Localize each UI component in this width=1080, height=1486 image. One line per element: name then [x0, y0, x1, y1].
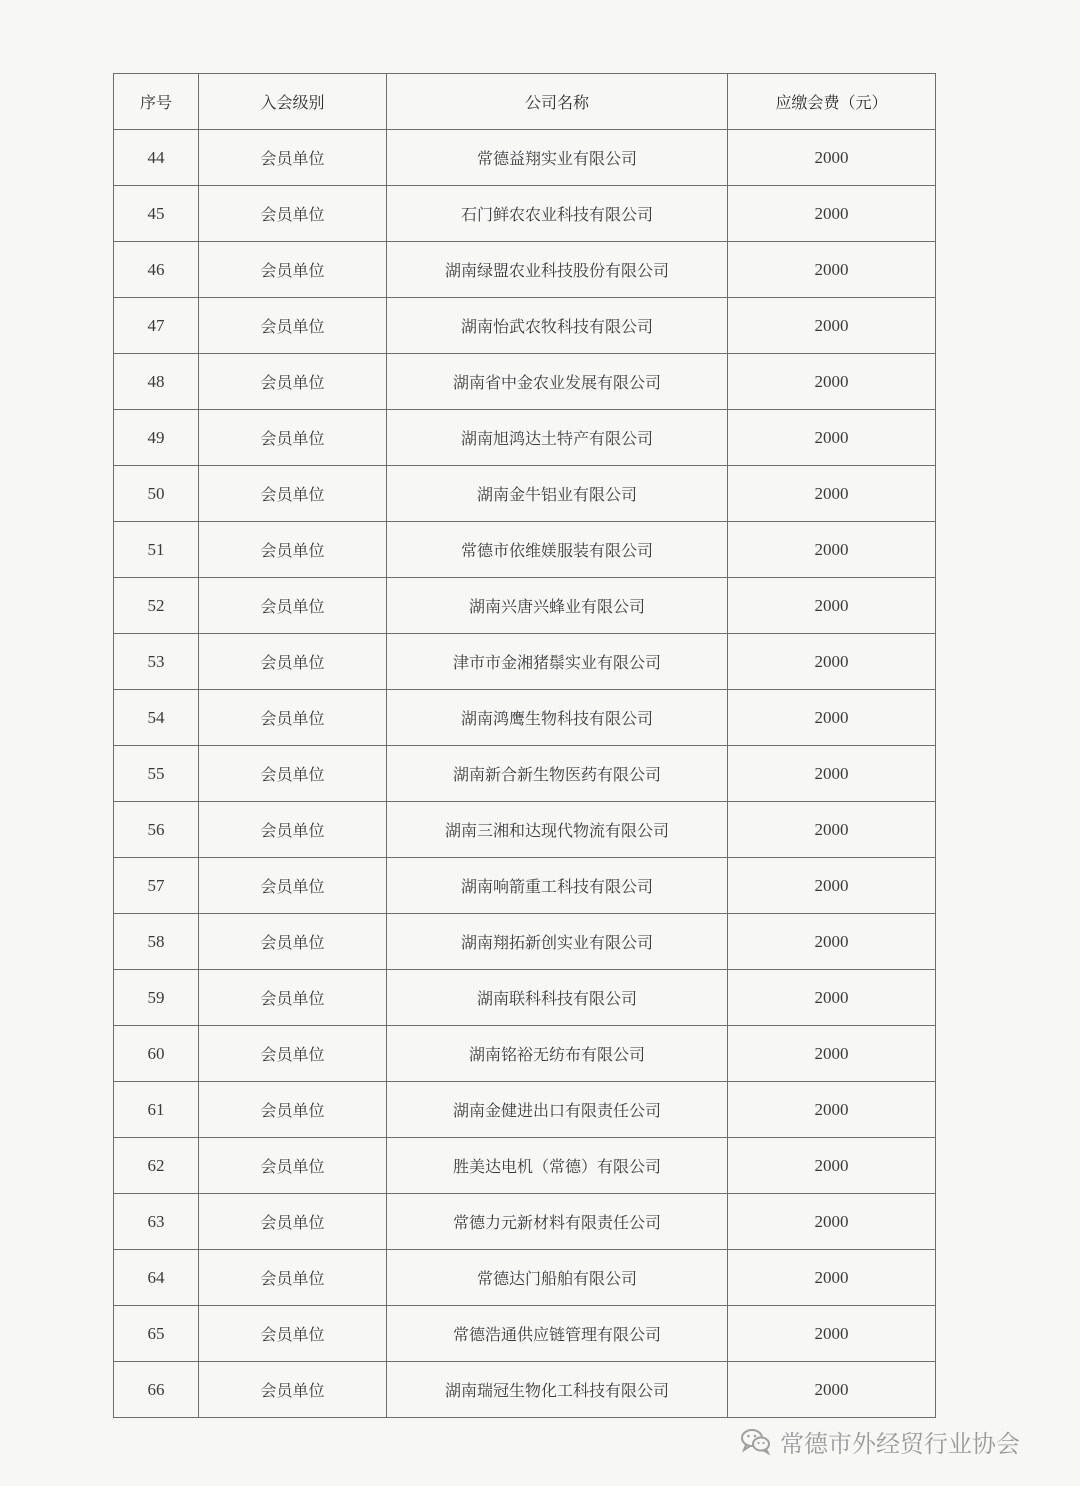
cell-fee: 2000	[728, 634, 936, 690]
cell-fee: 2000	[728, 1138, 936, 1194]
table-row	[114, 354, 936, 410]
cell-seq: 45	[114, 186, 199, 242]
cell-fee: 2000	[728, 1026, 936, 1082]
cell-company: 湖南鸿鹰生物科技有限公司	[387, 690, 728, 746]
cell-seq: 62	[114, 1138, 199, 1194]
cell-fee: 2000	[728, 970, 936, 1026]
cell-company: 湖南怡武农牧科技有限公司	[387, 298, 728, 354]
table-row	[114, 1138, 936, 1194]
cell-fee: 2000	[728, 1082, 936, 1138]
member-fee-table	[113, 73, 936, 1418]
cell-company: 湖南省中金农业发展有限公司	[387, 354, 728, 410]
cell-seq: 66	[114, 1362, 199, 1418]
header-seq: 序号	[114, 74, 199, 130]
cell-level: 会员单位	[199, 1306, 387, 1362]
cell-level: 会员单位	[199, 858, 387, 914]
cell-fee: 2000	[728, 746, 936, 802]
cell-company: 津市市金湘猪鬃实业有限公司	[387, 634, 728, 690]
cell-fee: 2000	[728, 186, 936, 242]
cell-level: 会员单位	[199, 1138, 387, 1194]
cell-fee: 2000	[728, 690, 936, 746]
cell-level: 会员单位	[199, 802, 387, 858]
cell-seq: 56	[114, 802, 199, 858]
table-row	[114, 1026, 936, 1082]
cell-level: 会员单位	[199, 1362, 387, 1418]
cell-seq: 58	[114, 914, 199, 970]
header-company: 公司名称	[387, 74, 728, 130]
table-row	[114, 186, 936, 242]
cell-fee: 2000	[728, 130, 936, 186]
cell-level: 会员单位	[199, 298, 387, 354]
cell-seq: 63	[114, 1194, 199, 1250]
table-row	[114, 410, 936, 466]
header-fee: 应缴会费（元）	[728, 74, 936, 130]
cell-company: 胜美达电机（常德）有限公司	[387, 1138, 728, 1194]
cell-fee: 2000	[728, 578, 936, 634]
cell-level: 会员单位	[199, 746, 387, 802]
table-row	[114, 578, 936, 634]
table-row	[114, 1306, 936, 1362]
cell-company: 湖南翔拓新创实业有限公司	[387, 914, 728, 970]
cell-level: 会员单位	[199, 578, 387, 634]
cell-level: 会员单位	[199, 970, 387, 1026]
cell-company: 石门鲜农农业科技有限公司	[387, 186, 728, 242]
cell-seq: 55	[114, 746, 199, 802]
cell-level: 会员单位	[199, 466, 387, 522]
cell-company: 湖南金牛铝业有限公司	[387, 466, 728, 522]
watermark-text: 常德市外经贸行业协会	[780, 1429, 1020, 1458]
cell-fee: 2000	[728, 1306, 936, 1362]
cell-company: 湖南响箭重工科技有限公司	[387, 858, 728, 914]
cell-company: 湖南旭鸿达土特产有限公司	[387, 410, 728, 466]
cell-seq: 51	[114, 522, 199, 578]
cell-level: 会员单位	[199, 1250, 387, 1306]
table-row	[114, 690, 936, 746]
table-row	[114, 802, 936, 858]
table-row	[114, 298, 936, 354]
table-row	[114, 970, 936, 1026]
account-watermark	[740, 1424, 1020, 1458]
cell-level: 会员单位	[199, 1082, 387, 1138]
table-row	[114, 914, 936, 970]
cell-fee: 2000	[728, 298, 936, 354]
cell-fee: 2000	[728, 242, 936, 298]
table-row	[114, 1362, 936, 1418]
cell-company: 湖南瑞冠生物化工科技有限公司	[387, 1362, 728, 1418]
cell-company: 湖南新合新生物医药有限公司	[387, 746, 728, 802]
table-row	[114, 1082, 936, 1138]
cell-seq: 60	[114, 1026, 199, 1082]
cell-fee: 2000	[728, 802, 936, 858]
header-level: 入会级别	[199, 74, 387, 130]
cell-fee: 2000	[728, 522, 936, 578]
cell-level: 会员单位	[199, 914, 387, 970]
cell-company: 湖南联科科技有限公司	[387, 970, 728, 1026]
cell-company: 湖南三湘和达现代物流有限公司	[387, 802, 728, 858]
table-row	[114, 466, 936, 522]
cell-level: 会员单位	[199, 130, 387, 186]
cell-fee: 2000	[728, 1250, 936, 1306]
cell-seq: 64	[114, 1250, 199, 1306]
cell-level: 会员单位	[199, 1026, 387, 1082]
table-row	[114, 1250, 936, 1306]
cell-fee: 2000	[728, 466, 936, 522]
wechat-icon	[740, 1427, 772, 1455]
cell-fee: 2000	[728, 1362, 936, 1418]
cell-seq: 46	[114, 242, 199, 298]
cell-fee: 2000	[728, 1194, 936, 1250]
cell-level: 会员单位	[199, 410, 387, 466]
cell-company: 常德浩通供应链管理有限公司	[387, 1306, 728, 1362]
cell-fee: 2000	[728, 354, 936, 410]
cell-company: 湖南铭裕无纺布有限公司	[387, 1026, 728, 1082]
table-row	[114, 1194, 936, 1250]
cell-level: 会员单位	[199, 634, 387, 690]
cell-company: 湖南兴唐兴蜂业有限公司	[387, 578, 728, 634]
table-row	[114, 634, 936, 690]
table-row	[114, 242, 936, 298]
table-body	[114, 130, 936, 1418]
cell-fee: 2000	[728, 858, 936, 914]
cell-seq: 57	[114, 858, 199, 914]
cell-company: 常德力元新材料有限责任公司	[387, 1194, 728, 1250]
cell-seq: 44	[114, 130, 199, 186]
table-row	[114, 522, 936, 578]
table-row	[114, 858, 936, 914]
cell-seq: 61	[114, 1082, 199, 1138]
table-row	[114, 130, 936, 186]
cell-seq: 65	[114, 1306, 199, 1362]
cell-company: 湖南绿盟农业科技股份有限公司	[387, 242, 728, 298]
cell-company: 湖南金健进出口有限责任公司	[387, 1082, 728, 1138]
cell-company: 常德市依维媄服装有限公司	[387, 522, 728, 578]
cell-level: 会员单位	[199, 354, 387, 410]
cell-seq: 54	[114, 690, 199, 746]
cell-seq: 52	[114, 578, 199, 634]
cell-level: 会员单位	[199, 522, 387, 578]
table-header-row	[114, 74, 936, 130]
cell-seq: 47	[114, 298, 199, 354]
cell-level: 会员单位	[199, 690, 387, 746]
cell-level: 会员单位	[199, 1194, 387, 1250]
table-row	[114, 746, 936, 802]
cell-fee: 2000	[728, 410, 936, 466]
cell-level: 会员单位	[199, 242, 387, 298]
cell-fee: 2000	[728, 914, 936, 970]
cell-company: 常德达门船舶有限公司	[387, 1250, 728, 1306]
cell-company: 常德益翔实业有限公司	[387, 130, 728, 186]
cell-seq: 50	[114, 466, 199, 522]
cell-level: 会员单位	[199, 186, 387, 242]
cell-seq: 53	[114, 634, 199, 690]
cell-seq: 48	[114, 354, 199, 410]
cell-seq: 59	[114, 970, 199, 1026]
cell-seq: 49	[114, 410, 199, 466]
